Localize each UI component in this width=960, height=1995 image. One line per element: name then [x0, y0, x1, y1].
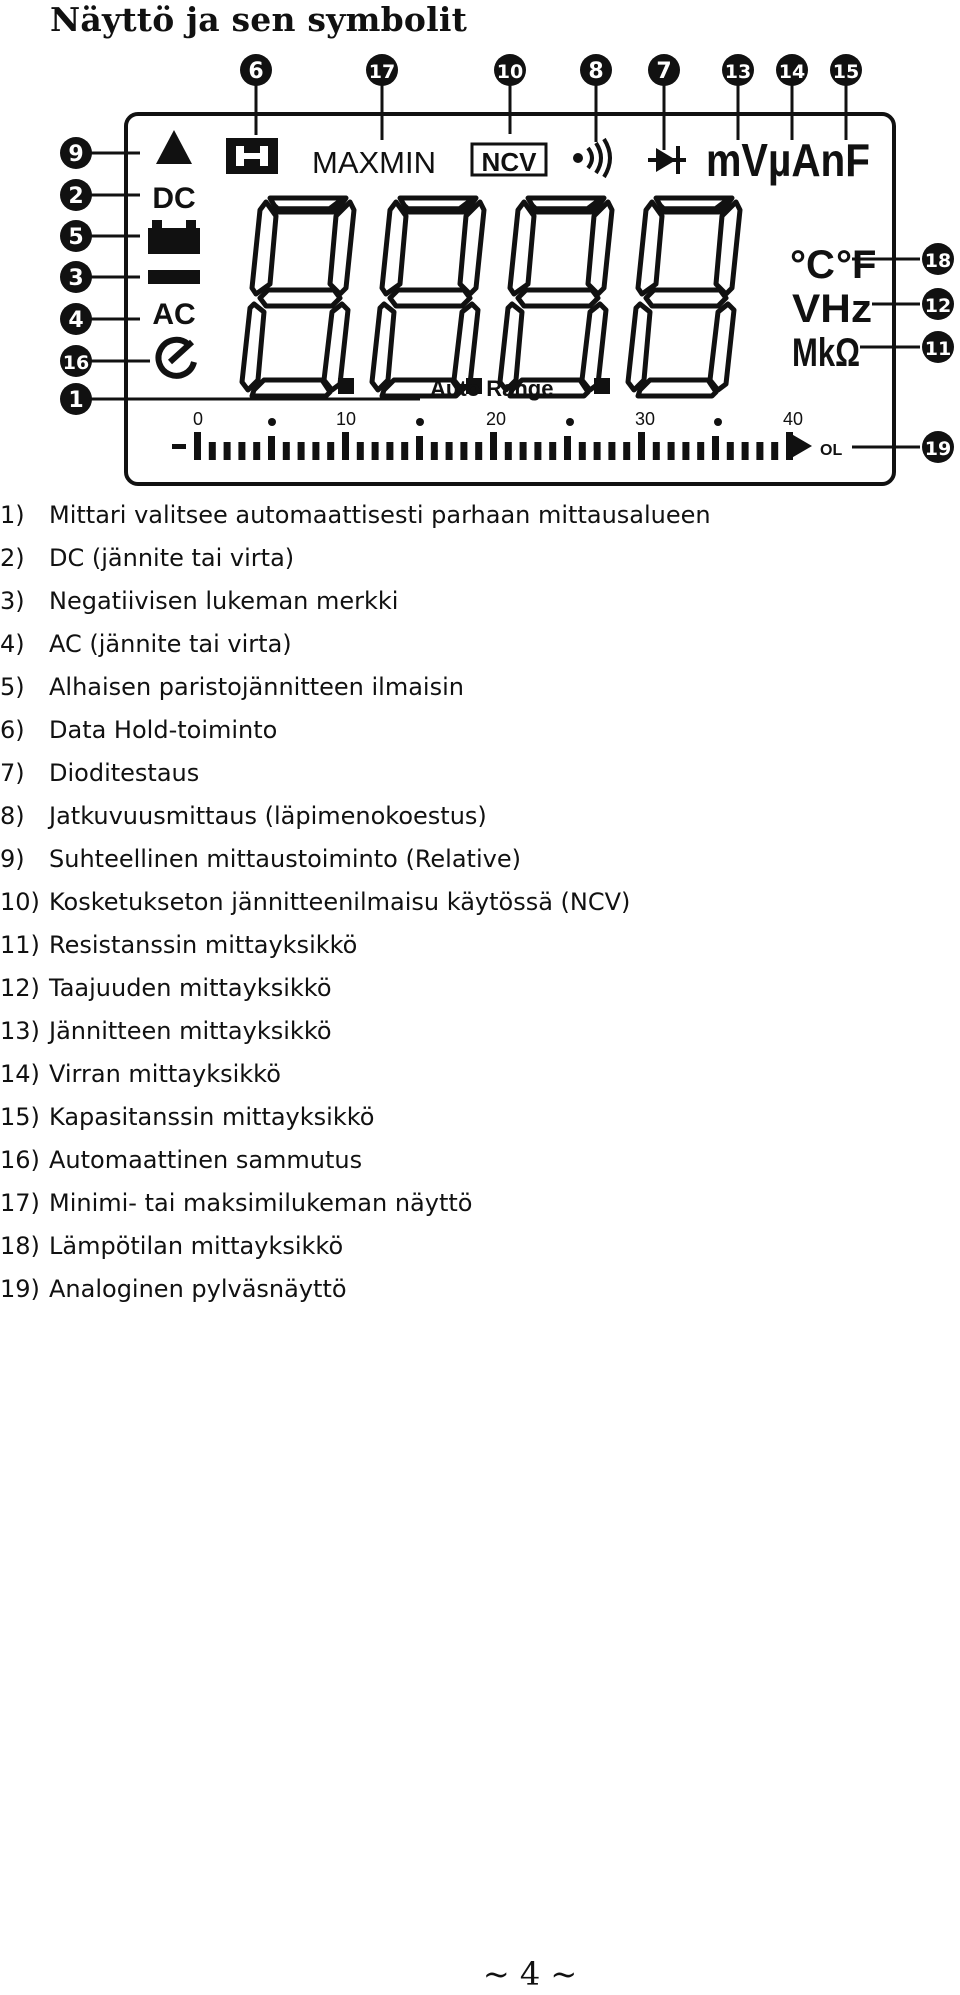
continuity-icon	[573, 139, 610, 177]
legend-item-number: 1)	[0, 501, 25, 529]
bargraph-segment	[682, 442, 689, 460]
legend-item-text: Alhaisen paristojännitteen ilmaisin	[49, 673, 464, 701]
dc-indicator: DC	[152, 182, 196, 215]
callout-19	[922, 431, 954, 463]
diode-icon	[648, 146, 686, 174]
page-number	[0, 1955, 960, 1993]
millivolt-unit: mV	[706, 134, 769, 186]
bargraph-segment	[623, 442, 630, 460]
maxmin-indicator: MAXMIN	[312, 145, 436, 180]
ac-indicator: AC	[152, 298, 196, 331]
callout-number: 4	[68, 308, 84, 333]
legend-item-text: Resistanssin mittayksikkö	[49, 931, 358, 959]
legend-item-number: 4)	[0, 630, 25, 658]
callout-number: 16	[62, 352, 90, 374]
bargraph-segment	[283, 442, 290, 460]
bargraph-segment	[298, 442, 305, 460]
callout-6	[240, 54, 272, 86]
bargraph-segment	[460, 442, 467, 460]
legend-item-number: 19)	[0, 1275, 40, 1303]
legend-item-number: 7)	[0, 759, 25, 787]
legend-item-number: 18)	[0, 1232, 40, 1260]
bargraph-segment	[490, 432, 497, 460]
bargraph-segment	[712, 436, 719, 460]
callout-number: 2	[68, 184, 84, 209]
callout-number: 10	[496, 61, 524, 83]
legend-item-text: Negatiivisen lukeman merkki	[49, 587, 399, 615]
callout-18	[922, 243, 954, 275]
scale-dot	[268, 418, 276, 426]
overload-indicator: OL	[820, 442, 843, 459]
bargraph-segment	[342, 432, 349, 460]
callout-number: 18	[924, 250, 952, 272]
callout-9	[60, 137, 92, 169]
bargraph-segment	[564, 436, 571, 460]
legend-item-number: 3)	[0, 587, 25, 615]
bargraph-segment	[209, 442, 216, 460]
auto-power-off-icon	[158, 340, 194, 376]
callout-number: 12	[924, 295, 952, 317]
bargraph-segment	[697, 442, 704, 460]
relative-triangle-icon	[156, 130, 192, 164]
page-number-text: ~ 4 ~	[482, 1955, 578, 1993]
callout-15	[830, 54, 862, 86]
bargraph-segment	[446, 442, 453, 460]
low-battery-icon	[148, 220, 200, 254]
callout-7	[648, 54, 680, 86]
legend-item-number: 16)	[0, 1146, 40, 1174]
legend-item-text: Automaattinen sammutus	[49, 1146, 363, 1174]
legend-item-number: 2)	[0, 544, 25, 572]
callout-14	[776, 54, 808, 86]
callout-3	[60, 261, 92, 293]
legend-item-number: 14)	[0, 1060, 40, 1088]
bargraph-segment	[386, 442, 393, 460]
bargraph-segment	[742, 442, 749, 460]
callout-number: 9	[68, 142, 84, 167]
bargraph-segment	[771, 442, 778, 460]
legend-item-number: 8)	[0, 802, 25, 830]
legend-item-text: Jatkuvuusmittaus (läpimenokoestus)	[49, 802, 487, 830]
bargraph-segment	[534, 442, 541, 460]
callout-11	[922, 331, 954, 363]
legend-item-text: DC (jännite tai virta)	[49, 544, 295, 572]
callout-number: 1	[68, 388, 84, 413]
callout-number: 7	[656, 59, 672, 84]
lcd-diagram	[0, 40, 960, 500]
callout-13	[722, 54, 754, 86]
callout-4	[60, 303, 92, 335]
callout-number: 6	[248, 59, 264, 84]
callout-8	[580, 54, 612, 86]
bargraph-segment	[520, 442, 527, 460]
legend-item-text: Kapasitanssin mittayksikkö	[49, 1103, 375, 1131]
legend-item-text: Analoginen pylväsnäyttö	[49, 1275, 347, 1303]
legend-item-number: 5)	[0, 673, 25, 701]
bargraph-segment	[549, 442, 556, 460]
legend-item-number: 6)	[0, 716, 25, 744]
callout-2	[60, 179, 92, 211]
bargraph-segment	[727, 442, 734, 460]
legend-item-text: AC (jännite tai virta)	[49, 630, 292, 658]
bargraph-segment	[224, 442, 231, 460]
callout-number: 13	[724, 61, 752, 83]
bargraph-segment	[357, 442, 364, 460]
callout-number: 8	[588, 59, 604, 84]
bargraph-segment	[756, 442, 763, 460]
micro-amp-nano-farad-unit: µAnF	[768, 134, 870, 186]
legend-item-number: 12)	[0, 974, 40, 1002]
bargraph-segment	[608, 442, 615, 460]
legend-item-text: Lämpötilan mittayksikkö	[49, 1232, 344, 1260]
bargraph-segment	[327, 442, 334, 460]
callout-number: 11	[924, 338, 952, 360]
legend-item-text: Jännitteen mittayksikkö	[49, 1017, 332, 1045]
legend-item-text: Mittari valitsee automaattisesti parhaan mittausalueen	[49, 501, 711, 529]
bargraph-segment	[653, 442, 660, 460]
legend-item-text: Data Hold-toiminto	[49, 716, 278, 744]
bargraph-segment	[194, 432, 201, 460]
legend-item-number: 15)	[0, 1103, 40, 1131]
legend-item-text: Dioditestaus	[49, 759, 200, 787]
bargraph-segment	[253, 442, 260, 460]
legend-item-number: 11)	[0, 931, 40, 959]
scale-dot	[416, 418, 424, 426]
ncv-indicator: NCV	[481, 147, 537, 177]
scale-label: 0	[192, 409, 204, 429]
legend-item-text: Taajuuden mittayksikkö	[49, 974, 332, 1002]
bargraph-segment	[505, 442, 512, 460]
callout-5	[60, 220, 92, 252]
volt-hertz-unit: VHz	[792, 287, 872, 331]
legend-item-text: Virran mittayksikkö	[49, 1060, 281, 1088]
bargraph-segment	[401, 442, 408, 460]
callout-number: 19	[924, 438, 952, 460]
legend-item-text: Minimi- tai maksimilukeman näyttö	[49, 1189, 473, 1217]
callout-number: 14	[778, 61, 806, 83]
bargraph-segment	[312, 442, 319, 460]
legend-item-number: 17)	[0, 1189, 40, 1217]
celsius-unit: °C	[790, 243, 835, 287]
data-hold-icon	[226, 138, 278, 174]
auto-range-indicator: Auto Range	[430, 376, 554, 401]
callout-number: 3	[68, 266, 84, 291]
callout-10	[494, 54, 526, 86]
callout-number: 5	[68, 225, 84, 250]
scale-dot	[566, 418, 574, 426]
legend-item-number: 9)	[0, 845, 25, 873]
scale-label: 20	[485, 409, 507, 429]
callout-1	[60, 383, 92, 415]
bargraph-segment	[475, 442, 482, 460]
legend-item-number: 10)	[0, 888, 40, 916]
bargraph-segment	[431, 442, 438, 460]
bargraph-segment	[416, 436, 423, 460]
scale-label: 40	[782, 409, 804, 429]
bargraph-segment	[268, 436, 275, 460]
callout-12	[922, 288, 954, 320]
bargraph-segment	[238, 442, 245, 460]
mega-kilo-ohm-unit: MkΩ	[792, 331, 860, 375]
fahrenheit-unit: °F	[836, 243, 877, 287]
negative-sign-icon	[148, 270, 200, 284]
legend-item-text: Kosketukseton jännitteenilmaisu käytössä (NCV)	[49, 888, 631, 916]
scale-label: 30	[634, 409, 656, 429]
scale-dot	[714, 418, 722, 426]
bargraph-segment	[372, 442, 379, 460]
callout-17	[366, 54, 398, 86]
scale-label: 10	[335, 409, 357, 429]
callout-16	[60, 345, 92, 377]
legend-item-number: 13)	[0, 1017, 40, 1045]
page-title: Näyttö ja sen symbolit	[50, 0, 468, 39]
callout-number: 17	[368, 61, 396, 83]
bargraph-segment	[668, 442, 675, 460]
bargraph-segment	[579, 442, 586, 460]
bargraph-segment	[594, 442, 601, 460]
callout-number: 15	[832, 61, 860, 83]
legend-item-text: Suhteellinen mittaustoiminto (Relative)	[49, 845, 521, 873]
bargraph-segment	[638, 432, 645, 460]
overflow-arrow-icon	[788, 432, 812, 460]
